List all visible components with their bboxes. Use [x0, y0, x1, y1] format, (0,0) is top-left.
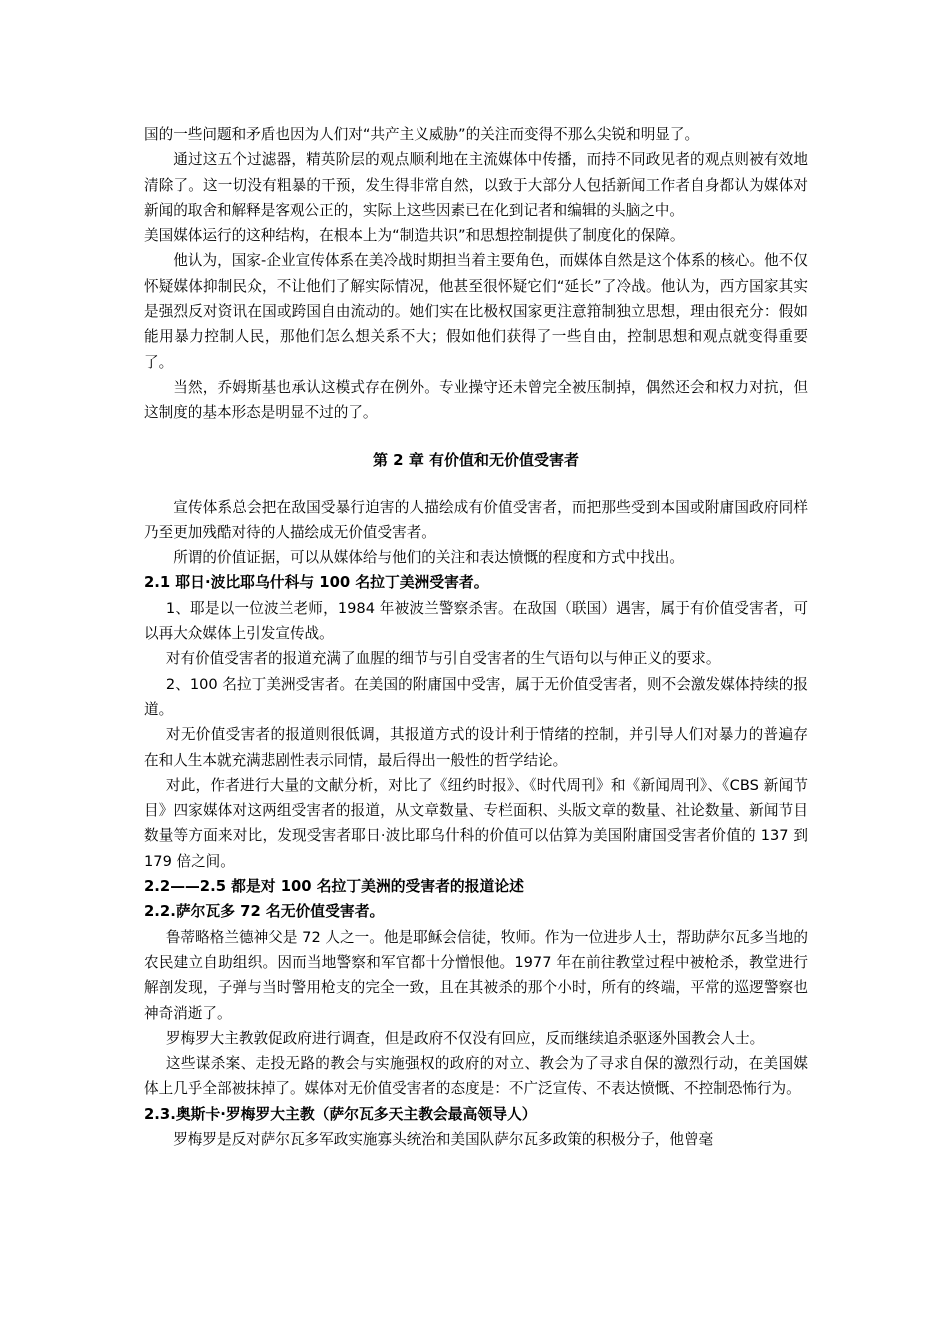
paragraph: 当然，乔姆斯基也承认这模式存在例外。专业操守还未曾完全被压制掉，偶然还会和权力对抗，但这制度的基本形态是明显不过的了。 [144, 378, 808, 422]
paragraph: 对无价值受害者的报道则很低调，其报道方式的设计利于情绪的控制，并引导人们对暴力的普遍存在和人生本就充满悲剧性表示同情，最后得出一般性的哲学结论。 [144, 726, 808, 769]
paragraph: 这些谋杀案、走投无路的教会与实施强权的政府的对立、教会为了寻求自保的激烈行动，在美国媒体上几乎全部被抹掉了。媒体对无价值受害者的态度是：不广泛宣传、不表达愤慨、不控制恐怖行为。 [144, 1055, 808, 1098]
paragraph: 1、耶是以一位波兰老师，1984 年被波兰警察杀害。在敌国（联国）遇害，属于有价值受害者，可以再大众媒体上引发宣传战。 [144, 599, 808, 643]
paragraph: 鲁蒂略格兰德神父是 72 人之一。他是耶稣会信徒，牧师。作为一位进步人士，帮助萨尔瓦多当地的农民建立自助组织。因而当地警察和军官都十分憎恨他。1977 年在前往教堂过程中被枪杀，教堂进行解剖发现，子弹与当时警用枪支的完全一致，且在其被杀的那个小时，所有的终端，平常的巡逻警察也神奇消逝了。 [144, 928, 808, 1022]
paragraph: 宣传体系总会把在敌国受暴行迫害的人描绘成有价值受害者，而把那些受到本国或附庸国政府同样乃至更加残酷对待的人描绘成无价值受害者。 [144, 498, 808, 541]
paragraph: 对此，作者进行大量的文献分析，对比了《纽约时报》、《时代周刊》和《新闻周刊》、《CBS 新闻节目》四家媒体对这两组受害者的报道，从文章数量、专栏面积、头版文章的数量、社论数量、新闻节目数量等方面来对比，发现受害者耶日·波比耶乌什科的价值可以估算为美国附庸国受害者价值的 137 到 179 倍之间。 [144, 776, 808, 870]
chapter-title: 第 2 章 有价值和无价值受害者 [372, 450, 580, 469]
document-page [144, 122, 808, 1152]
paragraph: 国的一些问题和矛盾也因为人们对“共产主义威胁”的关注而变得不那么尖锐和明显了。 [144, 126, 700, 143]
section-heading: 2.2.萨尔瓦多 72 名无价值受害者。 [144, 903, 385, 921]
paragraph: 美国媒体运行的这种结构，在根本上为“制造共识”和思想控制提供了制度化的保障。 [144, 227, 685, 245]
paragraph: 所谓的价值证据，可以从媒体给与他们的关注和表达愤慨的程度和方式中找出。 [173, 549, 684, 567]
section-heading: 2.1 耶日·波比耶乌什科与 100 名拉丁美洲受害者。 [144, 574, 489, 592]
section-heading: 2.2——2.5 都是对 100 名拉丁美洲的受害者的报道论述 [144, 878, 524, 896]
paragraph: 罗梅罗是反对萨尔瓦多军政实施寡头统治和美国队萨尔瓦多政策的积极分子，他曾毫 [173, 1130, 714, 1148]
paragraph: 罗梅罗大主教敦促政府进行调查，但是政府不仅没有回应，反而继续追杀驱逐外国教会人士。 [165, 1029, 765, 1047]
paragraph: 通过这五个过滤器，精英阶层的观点顺利地在主流媒体中传播，而持不同政见者的观点则被有效地清除了。这一切没有粗暴的干预，发生得非常自然，以致于大部分人包括新闻工作者自身都认为媒体对新闻的取舍和解释是客观公正的，实际上这些因素已在化到记者和编辑的头脑之中。 [144, 151, 808, 219]
paragraph: 2、100 名拉丁美洲受害者。在美国的附庸国中受害，属于无价值受害者，则不会激发媒体持续的报道。 [144, 675, 808, 718]
paragraph: 对有价值受害者的报道充满了血腥的细节与引自受害者的生气语句以与伸正义的要求。 [165, 650, 721, 668]
section-heading: 2.3.奥斯卡·罗梅罗大主教（萨尔瓦多天主教会最高领导人） [144, 1105, 537, 1123]
paragraph: 他认为，国家-企业宣传体系在美冷战时期担当着主要角色，而媒体自然是这个体系的核心。他不仅怀疑媒体抑制民众，不让他们了解实际情况，他甚至很怀疑它们“延长”了冷战。他认为，西方国家其实是强烈反对资讯在国或跨国自由流动的。她们实在比极权国家更注意箝制独立思想，理由很充分：假如能用暴力控制人民，那他们怎么想关系不大；假如他们获得了一些自由，控制思想和观点就变得重要了。 [144, 252, 808, 371]
